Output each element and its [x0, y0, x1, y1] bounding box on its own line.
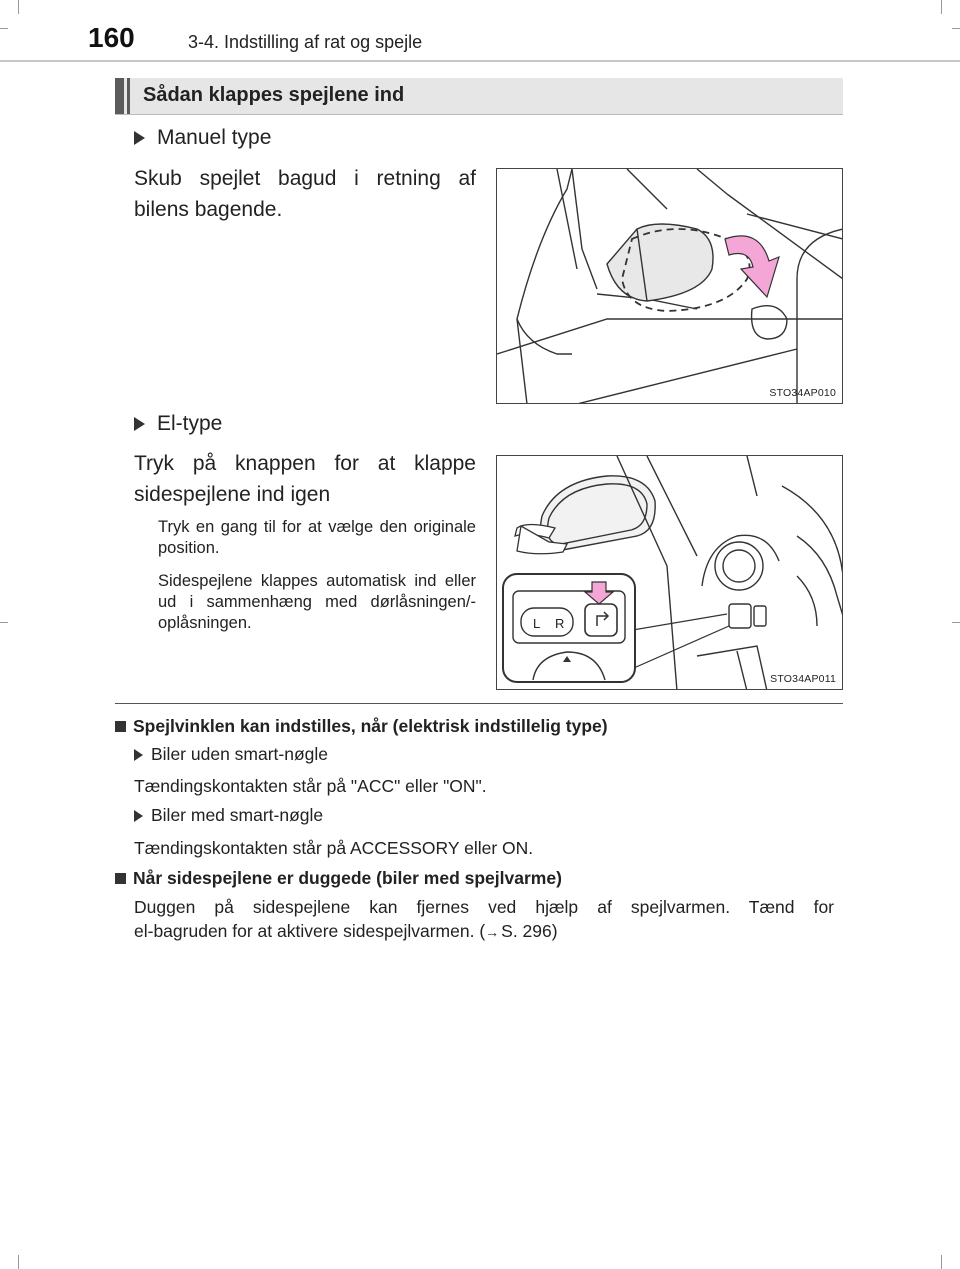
angle-item-1-text: Tændingskontakten står på "ACC" eller "ON".	[134, 776, 487, 796]
crop-mark	[941, 0, 942, 14]
triangle-bullet-icon	[134, 810, 143, 822]
angle-info-title: Spejlvinklen kan indstilles, når (elektrisk indstillelig type)	[133, 716, 608, 736]
chapter-title: 3-4. Indstilling af rat og spejle	[188, 32, 423, 52]
triangle-bullet-icon	[134, 417, 145, 431]
section-bar	[115, 78, 124, 114]
manual-type-heading	[134, 126, 271, 150]
crop-mark	[952, 622, 960, 623]
electric-type-heading	[134, 412, 222, 436]
angle-item-1-label: Biler uden smart-nøgle	[151, 744, 329, 764]
electric-note-2: Sidespejlene klappes automatisk ind eller ud i sammenhæng med dørlåsningen/-oplåsningen.	[158, 572, 476, 632]
triangle-bullet-icon	[134, 749, 143, 761]
section-heading	[115, 78, 843, 114]
fog-info-text-line-1: Duggen på sidespejlene kan fjernes ved hjælp af spejlvarmen. Tænd for	[134, 897, 834, 917]
electric-mirror-figure	[496, 455, 843, 690]
figure-code: STO34AP011	[770, 673, 836, 685]
electric-note-1: Tryk en gang til for at vælge den originale position.	[158, 518, 476, 557]
figure-code: STO34AP010	[769, 387, 836, 399]
crop-mark	[18, 1255, 19, 1269]
header-rule	[0, 60, 960, 62]
manual-type-label: Manuel type	[157, 126, 272, 149]
page-reference-link[interactable]: S. 296)	[501, 921, 558, 941]
crop-mark	[0, 28, 8, 29]
reference-arrow-icon: →	[485, 924, 500, 940]
switch-label-left: L	[533, 616, 541, 631]
angle-info-heading	[115, 716, 608, 737]
manual-instruction: Skub spejlet bagud i retning af bilens bagende.	[134, 167, 476, 221]
section-bar-thin	[127, 78, 130, 114]
crop-mark	[952, 28, 960, 29]
section-title: Sådan klappes spejlene ind	[143, 84, 405, 106]
angle-item-2-text: Tændingskontakten står på ACCESSORY eller ON.	[134, 838, 534, 858]
fog-info-title: Når sidespejlene er duggede (biler med spejlvarme)	[133, 868, 562, 888]
electric-mirror-illustration	[497, 456, 843, 690]
fog-info-text-line-2-main: el-bagruden for at aktivere sidespejlvarmen. (	[134, 921, 486, 941]
electric-type-label: El-type	[157, 412, 223, 435]
angle-item-2-label: Biler med smart-nøgle	[151, 805, 324, 825]
angle-item-1-heading	[134, 744, 328, 765]
fog-info-text-line-2	[134, 919, 558, 944]
manual-mirror-illustration	[497, 169, 843, 404]
manual-mirror-figure	[496, 168, 843, 404]
crop-mark	[0, 622, 8, 623]
electric-instruction: Tryk på knappen for at klappe sidespejlene ind igen	[134, 452, 476, 506]
section-rule	[115, 114, 843, 115]
angle-item-2-heading	[134, 805, 323, 826]
square-bullet-icon	[115, 873, 126, 884]
square-bullet-icon	[115, 721, 126, 732]
fog-info-heading	[115, 868, 562, 889]
triangle-bullet-icon	[134, 131, 145, 145]
section-divider	[115, 703, 843, 704]
crop-mark	[18, 0, 19, 14]
switch-label-right: R	[555, 616, 565, 631]
page-number: 160	[88, 22, 135, 53]
crop-mark	[941, 1255, 942, 1269]
